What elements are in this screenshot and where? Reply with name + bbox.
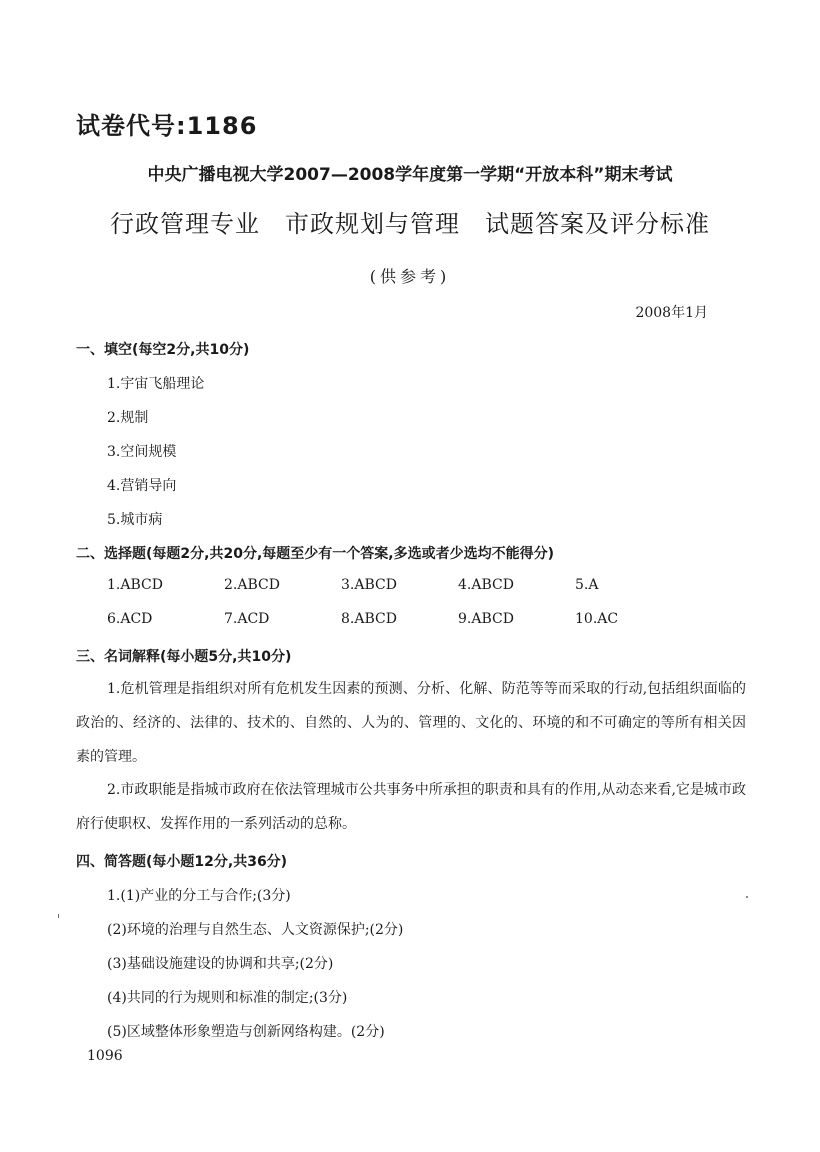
choice-answer: 3.ABCD [341, 577, 397, 593]
section-heading-terms: 三、名词解释(每小题5分,共10分) [76, 649, 292, 665]
short-answer-point: (3)基础设施建设的协调和共享;(2分) [107, 956, 334, 972]
document-title: 行政管理专业 市政规划与管理 试题答案及评分标准 [110, 210, 710, 238]
section-heading-short-answer: 四、简答题(每小题12分,共36分) [76, 854, 288, 870]
short-answer-point: 1.(1)产业的分工与合作;(3分) [107, 888, 291, 904]
scan-speck [58, 914, 59, 918]
exam-date: 2008年1月 [635, 305, 708, 321]
short-answer-point: (5)区域整体形象塑造与创新网络构建。(2分) [107, 1024, 385, 1040]
choice-answer: 10.AC [575, 611, 619, 627]
fill-answer: 4.营销导向 [107, 478, 177, 494]
choice-answer: 2.ABCD [224, 577, 280, 593]
fill-answer: 3.空间规模 [107, 444, 177, 460]
section-heading-choice: 二、选择题(每题2分,共20分,每题至少有一个答案,多选或者少选均不能得分) [76, 546, 554, 562]
choice-answer: 8.ABCD [341, 611, 397, 627]
reference-note: (供参考) [369, 267, 451, 286]
choice-answer: 7.ACD [224, 611, 270, 627]
choice-answer: 9.ABCD [458, 611, 514, 627]
exam-title: 中央广播电视大学2007—2008学年度第一学期“开放本科”期末考试 [147, 165, 673, 185]
term-definition: 2.市政职能是指城市政府在依法管理城市公共事务中所承担的职责和具有的作用,从动态来看,它是城市政府行使职权、发挥作用的一系列活动的总称。 [76, 782, 746, 832]
choice-answer: 5.A [575, 577, 599, 593]
section-heading-fill-in: 一、填空(每空2分,共10分) [76, 342, 250, 358]
choice-answer: 4.ABCD [458, 577, 514, 593]
choice-answer: 6.ACD [107, 611, 153, 627]
term-definition: 1.危机管理是指组织对所有危机发生因素的预测、分析、化解、防范等等而采取的行动,包括组织面临的政治的、经济的、法律的、技术的、自然的、人为的、管理的、文化的、环境的和不可确定的等所有相关因素的管理。 [76, 681, 746, 765]
short-answer-point: (4)共同的行为规则和标准的制定;(3分) [107, 990, 348, 1006]
fill-answer: 2.规制 [107, 410, 149, 426]
scan-speck [746, 896, 748, 898]
page-number: 1096 [87, 1048, 123, 1064]
short-answer-point: (2)环境的治理与自然生态、人文资源保护;(2分) [107, 922, 404, 938]
fill-answer: 5.城市病 [107, 512, 163, 528]
fill-answer: 1.宇宙飞船理论 [107, 376, 205, 392]
choice-answer: 1.ABCD [107, 577, 163, 593]
exam-code: 试卷代号:1186 [76, 112, 258, 140]
